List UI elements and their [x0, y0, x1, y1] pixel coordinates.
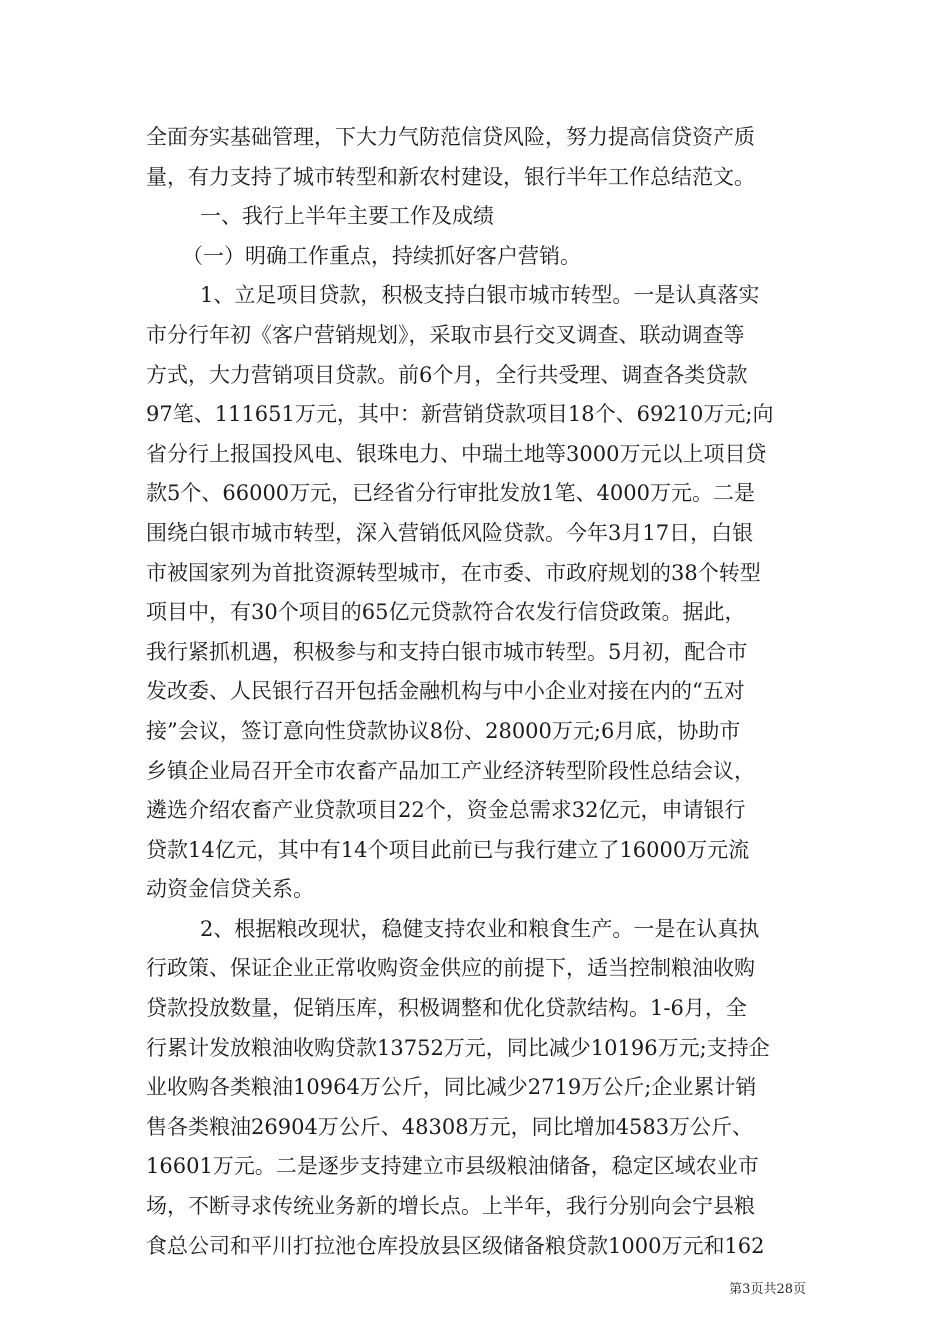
- text-line: 业收购各类粮油10964万公斤，同比减少2719万公斤;企业累计销: [146, 1075, 757, 1100]
- paragraph-start-line: 1、立足项目贷款，积极支持白银市城市转型。一是认真落实: [200, 283, 760, 308]
- text-line: 行累计发放粮油收购贷款13752万元，同比减少10196万元;支持企: [146, 1035, 770, 1060]
- text-line: 发改委、人民银行召开包括金融机构与中小企业对接在内的“五对: [146, 679, 745, 704]
- text-line: 接”会议，签订意向性贷款协议8份、28000万元;6月底，协助市: [146, 718, 741, 743]
- section-heading: 一、我行上半年主要工作及成绩: [200, 204, 494, 229]
- text-line: 省分行上报国投风电、银珠电力、中瑞土地等3000万元以上项目贷: [146, 441, 767, 466]
- text-line: 遴选介绍农畜产业贷款项目22个，资金总需求32亿元，申请银行: [146, 798, 746, 823]
- text-line: 售各类粮油26904万公斤、48308万元，同比增加4583万公斤、: [146, 1114, 754, 1139]
- text-line: 97笔、111651万元，其中：新营销贷款项目18个、69210万元;向: [146, 402, 774, 427]
- text-line: 方式，大力营销项目贷款。前6个月，全行共受理、调查各类贷款: [146, 362, 748, 387]
- page-number: 第3页共28页: [729, 1282, 806, 1297]
- document-body: [146, 118, 806, 1266]
- text-line: 市分行年初《客户营销规划》，采取市县行交叉调查、联动调查等: [146, 322, 745, 347]
- text-line: 场，不断寻求传统业务新的增长点。上半年，我行分别向会宁县粮: [146, 1194, 755, 1219]
- text-line: 食总公司和平川打拉池仓库投放县区级储备粮贷款1000万元和162: [146, 1233, 765, 1258]
- subsection-heading: （一）明确工作重点，持续抓好客户营销。: [182, 243, 581, 268]
- text-line: 款5个、66000万元，已经省分行审批发放1笔、4000万元。二是: [146, 481, 755, 506]
- text-line: 围绕白银市城市转型，深入营销低风险贷款。今年3月17日，白银: [146, 520, 754, 545]
- text-line: 乡镇企业局召开全市农畜产品加工产业经济转型阶段性总结会议，: [146, 758, 755, 783]
- text-line: 我行紧抓机遇，积极参与和支持白银市城市转型。5月初，配合市: [146, 639, 748, 664]
- text-line: 全面夯实基础管理，下大力气防范信贷风险，努力提高信贷资产质: [146, 125, 755, 149]
- text-line: 贷款14亿元，其中有14个项目此前已与我行建立了16000万元流: [146, 837, 750, 862]
- text-line: 动资金信贷关系。: [146, 877, 314, 902]
- text-line: 项目中，有30个项目的65亿元贷款符合农发行信贷政策。据此，: [146, 600, 746, 625]
- text-line: 16601万元。二是逐步支持建立市县级粮油储备，稳定区域农业市: [146, 1154, 759, 1179]
- paragraph-start-line: 2、根据粮改现状，稳健支持农业和粮食生产。一是在认真执: [200, 916, 760, 941]
- text-line: 行政策、保证企业正常收购资金供应的前提下，适当控制粮油收购: [146, 956, 755, 981]
- text-line: 贷款投放数量，促销压库，积极调整和优化贷款结构。1-6月，全: [146, 996, 747, 1021]
- text-line: 市被国家列为首批资源转型城市，在市委、市政府规划的38个转型: [146, 560, 761, 585]
- text-line: 量，有力支持了城市转型和新农村建设，银行半年工作总结范文。: [146, 164, 755, 189]
